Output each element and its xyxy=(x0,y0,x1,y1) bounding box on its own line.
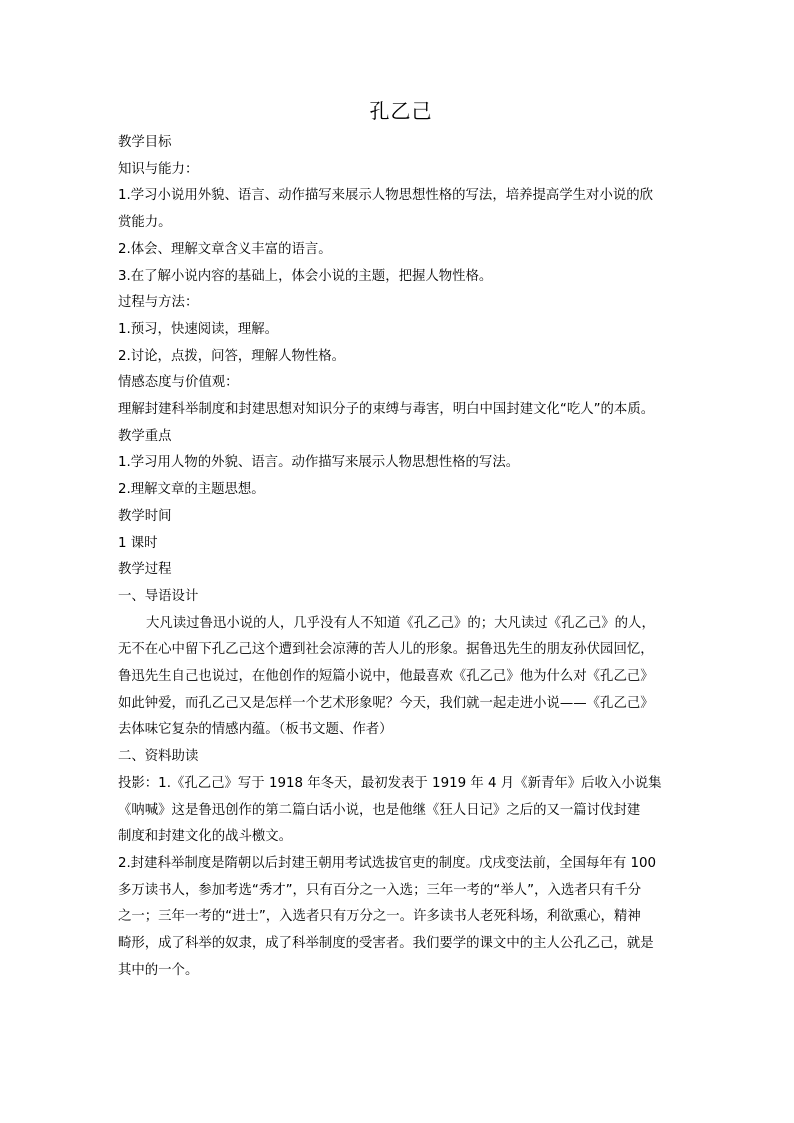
process-item-1: 1.预习，快速阅读，理解。 xyxy=(118,321,279,337)
heading-teaching-time: 教学时间 xyxy=(118,508,172,524)
emotion-values-text: 理解封建科举制度和封建思想对知识分子的束缚与毒害，明白中国封建文化“吃人”的本质。 xyxy=(118,402,655,418)
focus-item-1: 1.学习用人物的外貌、语言。动作描写来展示人物思想性格的写法。 xyxy=(118,455,520,471)
document-title: 孔乙己 xyxy=(369,99,433,123)
heading-teaching-process: 教学过程 xyxy=(118,562,172,578)
subheading-process-method: 过程与方法： xyxy=(118,295,199,311)
focus-item-2: 2.理解文章的主题思想。 xyxy=(118,482,265,498)
teaching-time-value: 1 课时 xyxy=(118,535,158,551)
reference-item-2-line: 其中的一个。 xyxy=(118,962,199,978)
heading-teaching-focus: 教学重点 xyxy=(118,428,172,444)
intro-paragraph-line: 鲁迅先生自己也说过，在他创作的短篇小说中，他最喜欢《孔乙己》他为什么对《孔乙己》 xyxy=(118,669,654,685)
reference-item-2-line: 2.封建科举制度是隋朝以后封建王朝用考试选拔官吏的制度。戊戌变法前，全国每年有 100 xyxy=(118,855,657,871)
process-item-2: 2.讨论，点拨，问答，理解人物性格。 xyxy=(118,348,346,364)
goal-item-3: 3.在了解小说内容的基础上，体会小说的主题，把握人物性格。 xyxy=(118,268,493,284)
intro-paragraph-line: 去体味它复杂的情感内蕴。（板书文题、作者） xyxy=(118,722,393,738)
section-intro-design: 一、导语设计 xyxy=(118,588,199,604)
goal-item-1: 1.学习小说用外貌、语言、动作描写来展示人物思想性格的写法，培养提高学生对小说的欣 xyxy=(118,188,654,204)
reference-item-2-line: 畸形，成了科举的奴隶，成了科举制度的受害者。我们要学的课文中的主人公孔乙己，就是 xyxy=(118,936,654,952)
heading-teaching-goals: 教学目标 xyxy=(118,135,172,150)
subheading-emotion-values: 情感态度与价值观： xyxy=(118,375,239,391)
reference-item-2-line: 多万读书人，参加考选“秀才”，只有百分之一入选；三年一考的“举人”，入选者只有千分 xyxy=(118,882,642,898)
reference-item-1-line: 制度和封建文化的战斗檄文。 xyxy=(118,829,293,845)
subheading-knowledge-ability: 知识与能力： xyxy=(118,161,199,177)
goal-item-2: 2.体会、理解文章含义丰富的语言。 xyxy=(118,241,332,257)
document-body xyxy=(118,96,684,985)
reference-item-1-line: 《呐喊》这是鲁迅创作的第二篇白话小说，也是他继《狂人日记》之后的又一篇讨伐封建 xyxy=(118,802,641,818)
intro-paragraph-line: 大凡读过鲁迅小说的人，几乎没有人不知道《孔乙己》的；大凡读过《孔乙己》的人， xyxy=(146,615,655,631)
section-reference-reading: 二、资料助读 xyxy=(118,749,199,765)
goal-item-1-continued: 赏能力。 xyxy=(118,215,172,231)
reference-item-1-line: 投影：1.《孔乙己》写于 1918 年冬天，最初发表于 1919 年 4 月《新青年》后收入小说集 xyxy=(118,775,662,791)
reference-item-2-line: 之一；三年一考的“进士”，入选者只有万分之一。许多读书人老死科场，利欲熏心，精神 xyxy=(118,909,641,925)
intro-paragraph-line: 如此钟爱，而孔乙己又是怎样一个艺术形象呢？今天，我们就一起走进小说——《孔乙己》 xyxy=(118,695,654,711)
intro-paragraph-line: 无不在心中留下孔乙己这个遭到社会凉薄的苦人儿的形象。据鲁迅先生的朋友孙伏园回忆， xyxy=(118,642,654,658)
